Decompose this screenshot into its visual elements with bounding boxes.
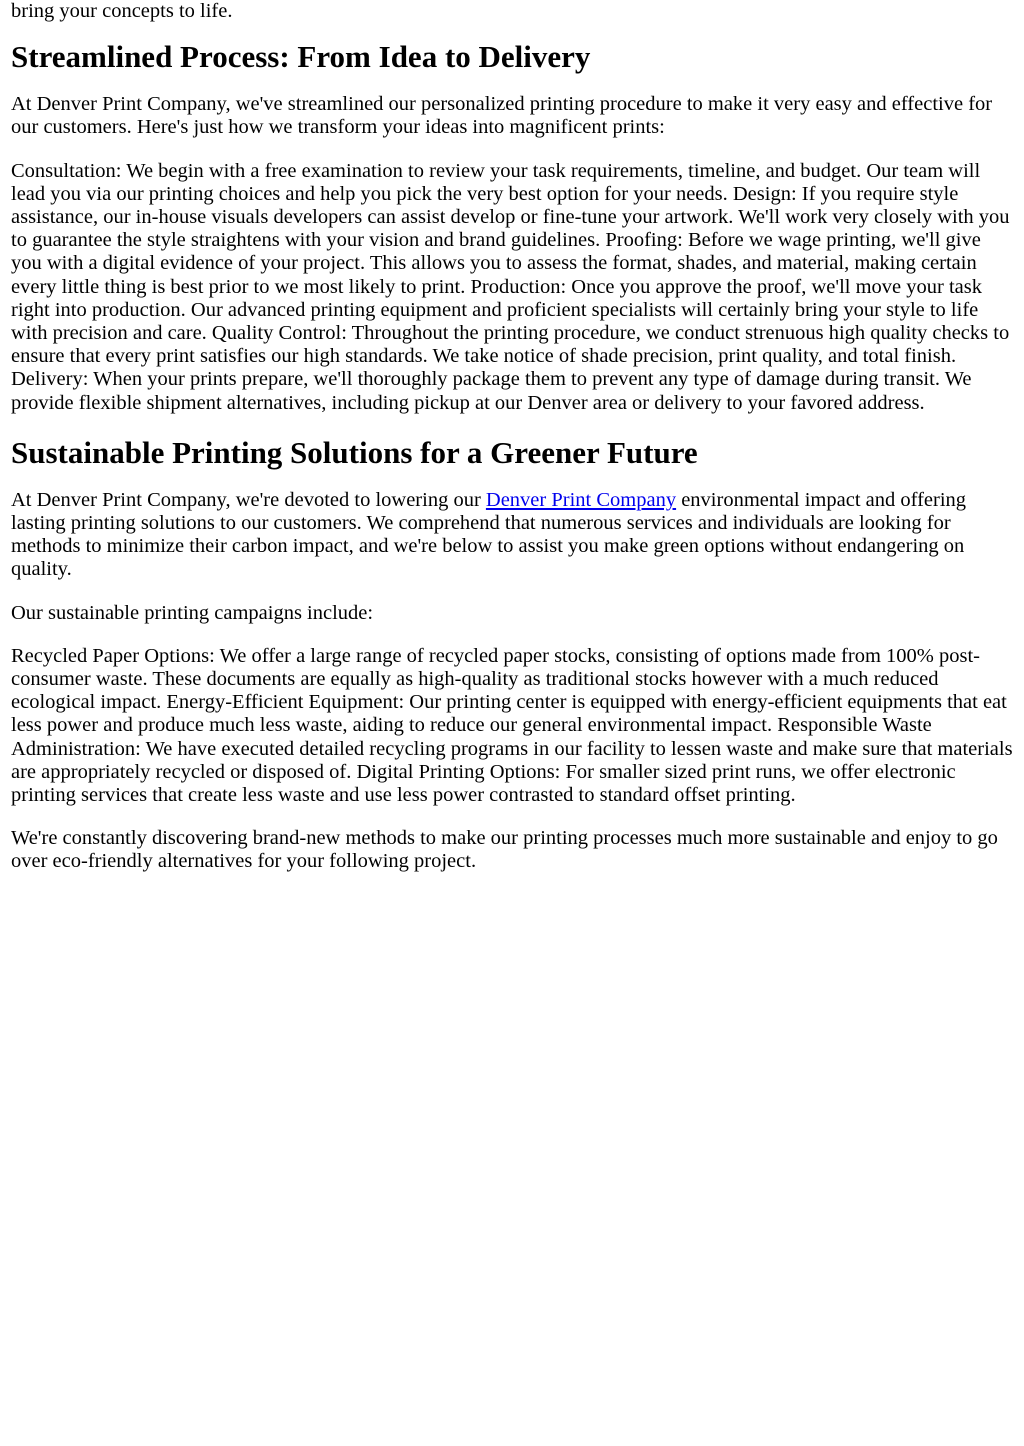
denver-print-company-link[interactable]: Denver Print Company bbox=[485, 488, 677, 511]
sustainable-closing-paragraph: We're constantly discovering brand-new methods to make our printing processes much more sustainable and enjoy to go over eco-friendly alternatives for your following project. bbox=[11, 827, 998, 873]
intro-tail-paragraph: bring your concepts to life. bbox=[11, 0, 233, 22]
process-heading: Streamlined Process: From Idea to Delivery bbox=[11, 39, 591, 75]
process-steps-paragraph: Consultation: We begin with a free examination to review your task requirements, timeline, and budget. Our team will lead you via our printing choices and help you pick the very best option for your needs. Design: If you require style assistance, our in-house visuals developers can assist develop or fine-tune your artwork. We'll work very closely with you to guarantee the style straightens with your vision and brand guidelines. Proofing: Before we wage printing, we'll give you with a digital evidence of your project. This allows you to assess the format, shades, and material, making certain every little thing is best prior to we most likely to print. Production: Once you approve the proof, we'll move your task right into production. Our advanced printing equipment and proficient specialists will certainly bring your style to life with precision and care. Quality Control: Throughout the printing procedure, we conduct strenuous high quality checks to ensure that every print satisfies our high standards. We take notice of shade precision, print quality, and total finish. Delivery: When your prints prepare, we'll thoroughly package them to prevent any type of damage during transit. We provide flexible shipment alternatives, including pickup at our Denver area or delivery to your favored address. bbox=[11, 159, 1010, 414]
sustainable-heading: Sustainable Printing Solutions for a Greener Future bbox=[11, 434, 698, 470]
sustainable-options-paragraph: Recycled Paper Options: We offer a large range of recycled paper stocks, consisting of options made from 100% post-consumer waste. These documents are equally as high-quality as traditional stocks however with a much reduced ecological impact. Energy-Efficient Equipment: Our printing center is equipped with energy-efficient equipments that eat less power and produce much less waste, aiding to reduce our general environmental impact. Responsible Waste Administration: We have executed detailed recycling programs in our facility to lessen waste and make sure that materials are appropriately recycled or disposed of. Digital Printing Options: For smaller sized print runs, we offer electronic printing services that create less waste and use less power contrasted to standard offset printing. bbox=[11, 644, 1013, 807]
document-page bbox=[11, 0, 1015, 874]
sustainable-campaigns-intro: Our sustainable printing campaigns include: bbox=[11, 601, 374, 624]
process-intro-paragraph: At Denver Print Company, we've streamlined our personalized printing procedure to make it very easy and effective for our customers. Here's just how we transform your ideas into magnificent prints: bbox=[11, 93, 993, 139]
sustainable-intro-text-after: environmental impact and offering lasting printing solutions to our customers. We comprehend that numerous services and individuals are looking for methods to minimize their carbon impact, and we're below to assist you make green options without endangering on quality. bbox=[11, 488, 967, 581]
sustainable-intro-paragraph bbox=[11, 489, 1015, 582]
sustainable-intro-text-before: At Denver Print Company, we're devoted to lowering our bbox=[11, 488, 486, 511]
